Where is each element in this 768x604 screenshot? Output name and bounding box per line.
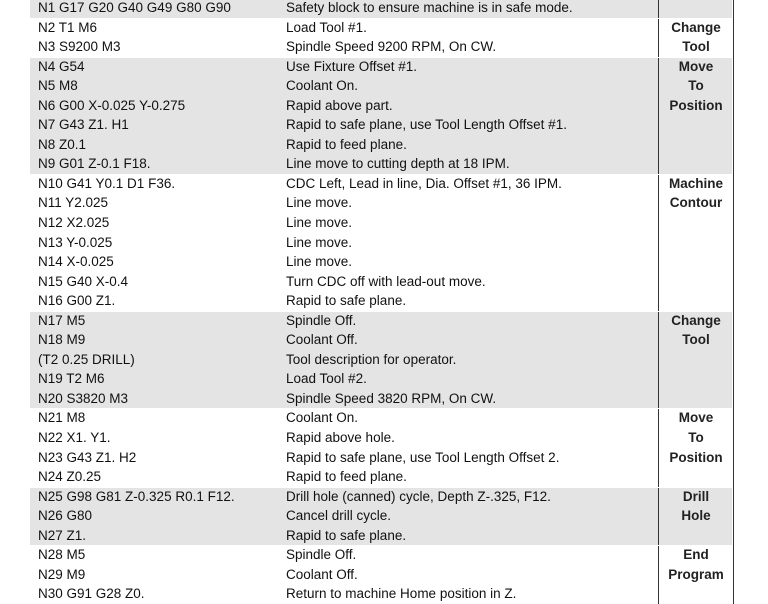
gcode-block: N22 X1. Y1.: [38, 430, 111, 446]
block-description: Rapid to safe plane.: [286, 293, 407, 309]
block-description: Line move.: [286, 254, 353, 270]
gcode-block: N13 Y-0.025: [38, 234, 113, 250]
gcode-block: N6 G00 X-0.025 Y-0.275: [38, 97, 186, 113]
program-line: [30, 487, 732, 507]
block-description: Line move.: [286, 195, 353, 211]
section-label: Move: [678, 58, 714, 74]
block-description: Coolant On.: [286, 78, 359, 94]
program-line: [30, 57, 732, 77]
gcode-block: N14 X-0.025: [38, 254, 114, 270]
section-label-cell: [658, 57, 734, 174]
section-label: Position: [669, 449, 723, 465]
program-line: [30, 565, 732, 585]
section-label: Hole: [681, 508, 711, 524]
block-description: Use Fixture Offset #1.: [286, 58, 418, 74]
program-line: [30, 584, 732, 604]
program-section: [30, 174, 732, 311]
section-divider: [30, 545, 732, 546]
section-divider: [30, 18, 732, 19]
block-description: CDC Left, Lead in line, Dia. Offset #1, 36 IPM.: [286, 175, 562, 191]
section-divider: [30, 311, 732, 312]
gcode-block: N26 G80: [38, 508, 93, 524]
section-divider: [30, 487, 732, 488]
block-description: Rapid to safe plane, use Tool Length Offset #1.: [286, 117, 567, 133]
section-label: Change: [671, 19, 721, 35]
gcode-block: N24 Z0.25: [38, 469, 102, 485]
block-description: Coolant Off.: [286, 566, 358, 582]
gcode-block: N21 M8: [38, 410, 86, 426]
section-label: Machine: [668, 175, 723, 191]
program-line: [30, 193, 732, 213]
block-description: Spindle Off.: [286, 312, 357, 328]
gcode-program-table: [30, 0, 732, 604]
program-line: [30, 233, 732, 253]
program-line: [30, 467, 732, 487]
block-description: Spindle Off.: [286, 547, 357, 563]
gcode-block: N7 G43 Z1. H1: [38, 117, 129, 133]
program-line: [30, 154, 732, 174]
gcode-block: N30 G91 G28 Z0.: [38, 586, 145, 602]
section-label-cell: [658, 174, 734, 311]
program-section: [30, 18, 732, 57]
block-description: Load Tool #1.: [286, 19, 367, 35]
gcode-block: N23 G43 Z1. H2: [38, 449, 137, 465]
gcode-block: N27 Z1.: [38, 527, 87, 543]
block-description: Coolant On.: [286, 410, 359, 426]
section-divider: [30, 408, 732, 409]
block-description: Rapid to feed plane.: [286, 469, 407, 485]
block-description: Rapid above part.: [286, 97, 393, 113]
program-line: [30, 369, 732, 389]
program-line: [30, 252, 732, 272]
block-description: Spindle Speed 9200 RPM, On CW.: [286, 39, 497, 55]
program-section: [30, 0, 732, 18]
section-label: To: [688, 430, 704, 446]
program-section: [30, 311, 732, 409]
program-line: [30, 330, 732, 350]
program-line: [30, 350, 732, 370]
program-line: [30, 0, 732, 18]
block-description: Line move to cutting depth at 18 IPM.: [286, 156, 510, 172]
gcode-block: N29 M9: [38, 566, 86, 582]
program-line: [30, 115, 732, 135]
section-label: Move: [678, 410, 714, 426]
program-line: [30, 389, 732, 409]
program-line: [30, 291, 732, 311]
block-description: Rapid to safe plane.: [286, 527, 407, 543]
program-line: [30, 18, 732, 38]
section-label-cell: [658, 487, 734, 546]
program-line: [30, 526, 732, 546]
block-description: Drill hole (canned) cycle, Depth Z-.325, F12.: [286, 488, 551, 504]
section-label-cell: [658, 311, 734, 409]
section-label-cell: [658, 408, 734, 486]
section-label: Tool: [682, 332, 710, 348]
gcode-block: N28 M5: [38, 547, 86, 563]
section-label: Tool: [682, 39, 710, 55]
section-label-cell: [658, 0, 734, 18]
program-section: [30, 408, 732, 486]
gcode-block: N9 G01 Z-0.1 F18.: [38, 156, 151, 172]
gcode-block: N1 G17 G20 G40 G49 G80 G90: [38, 0, 231, 15]
program-line: [30, 545, 732, 565]
block-description: Line move.: [286, 234, 353, 250]
gcode-block: N2 T1 M6: [38, 19, 98, 35]
program-line: [30, 174, 732, 194]
section-divider: [30, 57, 732, 58]
section-label: Program: [668, 566, 724, 582]
gcode-block: N11 Y2.025: [38, 195, 109, 211]
gcode-block: N18 M9: [38, 332, 86, 348]
block-description: Rapid to feed plane.: [286, 136, 407, 152]
program-line: [30, 135, 732, 155]
gcode-block: N25 G98 G81 Z-0.325 R0.1 F12.: [38, 488, 235, 504]
gcode-block: N15 G40 X-0.4: [38, 273, 129, 289]
program-line: [30, 311, 732, 331]
gcode-block: N12 X2.025: [38, 215, 110, 231]
program-line: [30, 76, 732, 96]
program-line: [30, 506, 732, 526]
section-label: To: [688, 78, 704, 94]
block-description: Rapid to safe plane, use Tool Length Offset 2.: [286, 449, 560, 465]
program-line: [30, 428, 732, 448]
gcode-block: N17 M5: [38, 312, 86, 328]
gcode-block: N16 G00 Z1.: [38, 293, 116, 309]
program-line: [30, 96, 732, 116]
program-line: [30, 448, 732, 468]
block-description: Return to machine Home position in Z.: [286, 586, 517, 602]
block-description: Load Tool #2.: [286, 371, 367, 387]
section-label: End: [683, 547, 709, 563]
block-description: Cancel drill cycle.: [286, 508, 392, 524]
section-label: Position: [669, 97, 723, 113]
block-description: Safety block to ensure machine is in safe mode.: [286, 0, 573, 15]
gcode-block: N5 M8: [38, 78, 78, 94]
gcode-block: N19 T2 M6: [38, 371, 105, 387]
gcode-block: N8 Z0.1: [38, 136, 87, 152]
section-label-cell: [658, 18, 734, 57]
section-label: Drill: [682, 488, 710, 504]
program-line: [30, 213, 732, 233]
block-description: Line move.: [286, 215, 353, 231]
section-label-cell: [658, 545, 734, 604]
gcode-block: N20 S3820 M3: [38, 390, 129, 406]
program-line: [30, 272, 732, 292]
program-line: [30, 37, 732, 57]
program-section: [30, 57, 732, 174]
section-label: Change: [671, 312, 721, 328]
block-description: Tool description for operator.: [286, 351, 457, 367]
section-label: Contour: [669, 195, 723, 211]
block-description: Turn CDC off with lead-out move.: [286, 273, 486, 289]
gcode-block: N4 G54: [38, 58, 85, 74]
block-description: Spindle Speed 3820 RPM, On CW.: [286, 390, 497, 406]
gcode-block: N3 S9200 M3: [38, 39, 121, 55]
section-divider: [30, 174, 732, 175]
program-section: [30, 545, 732, 604]
block-description: Coolant Off.: [286, 332, 358, 348]
program-section: [30, 487, 732, 546]
block-description: Rapid above hole.: [286, 430, 395, 446]
program-line: [30, 408, 732, 428]
gcode-block: (T2 0.25 DRILL): [38, 351, 135, 367]
gcode-block: N10 G41 Y0.1 D1 F36.: [38, 175, 176, 191]
